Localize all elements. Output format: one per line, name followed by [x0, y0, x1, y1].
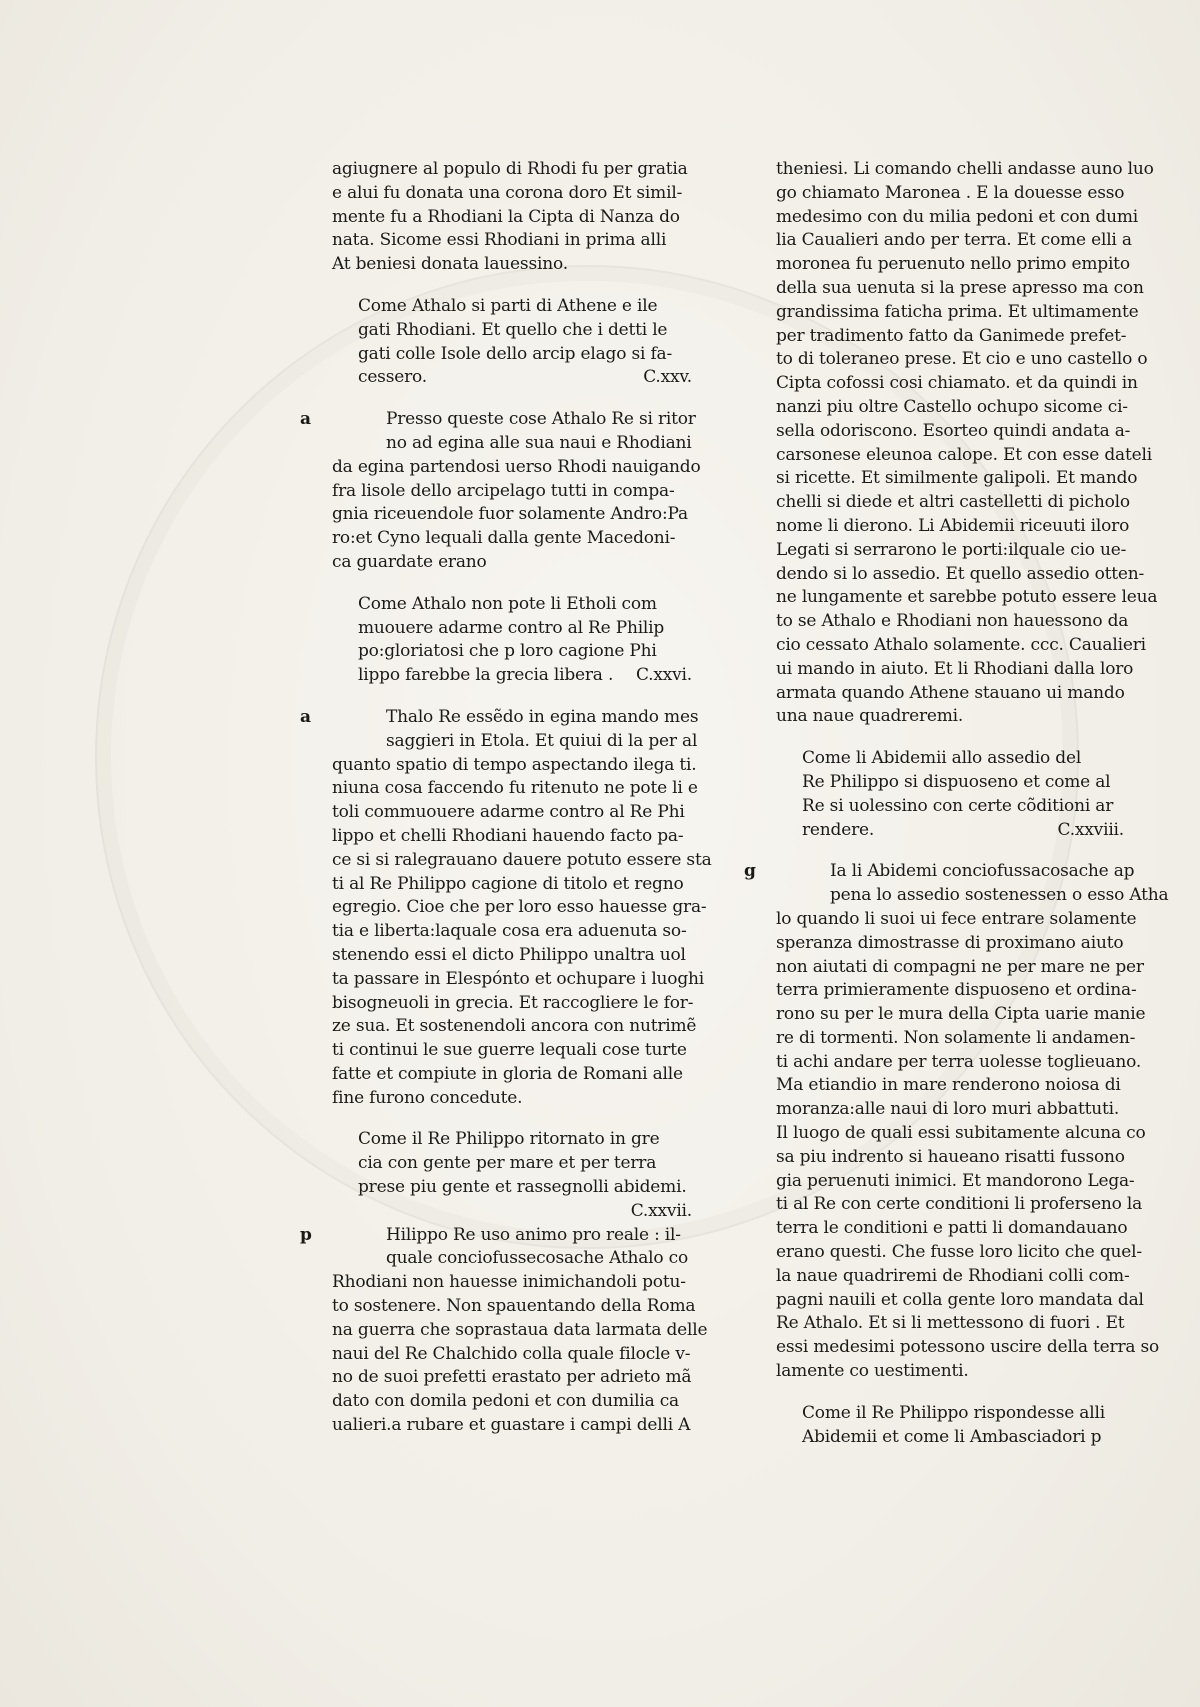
text-line: lo quando li suoi ui fece entrare solamente — [776, 908, 1137, 929]
heading-line: cia con gente per mare et per terra — [358, 1153, 657, 1174]
text-line: cio cessato Athalo solamente. ccc. Caualieri — [776, 634, 1146, 655]
heading-line: prese piu gente et rassegnolli abidemi. — [358, 1177, 687, 1198]
text-line: sa piu indrento si haueano risatti fussono — [776, 1146, 1125, 1167]
text-line: lia Caualieri ando per terra. Et come elli a — [776, 230, 1132, 251]
text-line: ne lungamente et sarebbe potuto essere leua — [776, 587, 1158, 608]
right-column — [744, 158, 1169, 1449]
text-line: terra primieramente dispuoseno et ordina- — [776, 980, 1137, 1001]
text-line: ze sua. Et sostenendoli ancora con nutrimẽ — [332, 1016, 697, 1037]
text-line: Re Athalo. Et si li mettessono di fuori . Et — [776, 1313, 1125, 1334]
text-line: saggieri in Etola. Et quiui di la per al — [386, 730, 698, 751]
text-line: grandissima faticha prima. Et ultimamente — [776, 301, 1139, 322]
text-line: speranza dimostrasse di proximano aiuto — [776, 932, 1124, 953]
text-line: della sua uenuta si la prese apresso ma con — [776, 277, 1144, 298]
text-line: medesimo con du milia pedoni et con dumi — [776, 206, 1138, 227]
heading-line: gati colle Isole dello arcip elago si fa- — [358, 343, 673, 364]
text-line: ualieri.a rubare et guastare i campi delli A — [332, 1415, 691, 1436]
text-line: quale conciofussecosache Athalo co — [386, 1248, 688, 1269]
text-line: naui del Re Chalchido colla quale filocle v- — [332, 1343, 691, 1364]
guide-letter: a — [300, 409, 311, 430]
paragraph-chapter-xxviii — [744, 860, 1169, 1384]
heading-line: Come Athalo non pote li Etholi com — [358, 593, 657, 614]
text-line: nome li dierono. Li Abidemii riceuuti iloro — [776, 515, 1130, 536]
text-line: to di toleraneo prese. Et cio e uno castello o — [776, 349, 1148, 370]
text-line: dato con domila pedoni et con dumilia ca — [332, 1391, 679, 1412]
text-line: ce si si ralegrauano dauere potuto essere sta — [332, 849, 712, 870]
text-line: Ma etiandio in mare renderono noiosa di — [776, 1075, 1121, 1096]
text-line: una naue quadreremi. — [776, 706, 964, 727]
text-line: egregio. Cioe che per loro esso hauesse gra- — [332, 897, 707, 918]
heading-line: Come Athalo si parti di Athene e ile — [358, 295, 658, 316]
text-line: lamente co uestimenti. — [776, 1361, 969, 1382]
chapter-heading-xxvii — [332, 1128, 692, 1223]
text-line: erano questi. Che fusse loro licito che quel- — [776, 1242, 1142, 1263]
text-line: fine furono concedute. — [332, 1087, 523, 1108]
guide-letter: a — [300, 706, 311, 727]
text-line: carsonese eleunoa calope. Et con esse dateli — [776, 444, 1152, 465]
text-line: nanzi piu oltre Castello ochupo sicome ci- — [776, 396, 1128, 417]
text-line: da egina partendosi uerso Rhodi nauigando — [332, 456, 701, 477]
text-line: go chiamato Maronea . E la douesse esso — [776, 182, 1125, 203]
text-line: lippo et chelli Rhodiani hauendo facto pa- — [332, 825, 684, 846]
text-line: Presso queste cose Athalo Re si ritor — [386, 409, 696, 430]
text-line: to sostenere. Non spauentando della Roma — [332, 1296, 696, 1317]
text-line: essi medesimi potessono uscire della terra so — [776, 1337, 1160, 1358]
heading-line: Re si uolessino con certe cõditioni ar — [802, 795, 1114, 816]
text-line: si ricette. Et similmente galipoli. Et mando — [776, 468, 1138, 489]
text-line: rono su per le mura della Cipta uarie manie — [776, 1004, 1146, 1025]
text-line: moronea fu peruenuto nello primo empito — [776, 254, 1130, 275]
heading-line: gati Rhodiani. Et quello che i detti le — [358, 319, 668, 340]
paragraph-chapter-xxvi — [300, 706, 712, 1111]
text-line: ti al Re Philippo cagione di titolo et regno — [332, 873, 684, 894]
heading-line: Come li Abidemii allo assedio del — [802, 748, 1082, 769]
guide-letter: g — [744, 861, 756, 882]
chapter-number: C.xxvi. — [635, 665, 692, 686]
text-line: nata. Sicome essi Rhodiani in prima alli — [332, 230, 667, 251]
paragraph-opening — [332, 158, 692, 277]
text-line: gia peruenuti inimici. Et mandorono Lega- — [776, 1170, 1135, 1191]
heading-line: muouere adarme contro al Re Philip — [358, 617, 665, 638]
heading-line: rendere. — [802, 819, 875, 840]
text-line: Cipta cofossi cosi chiamato. et da quindi in — [776, 373, 1138, 394]
text-line: toli commuouere adarme contro al Re Phi — [332, 802, 685, 823]
text-line: Legati si serrarono le porti:ilquale cio ue- — [776, 539, 1127, 560]
text-line: stenendo essi el dicto Philippo unaltra uol — [332, 944, 686, 965]
heading-line: cessero. — [358, 367, 427, 388]
text-line: no de suoi prefetti erastato per adrieto mã — [332, 1367, 692, 1388]
guide-letter: p — [300, 1224, 312, 1245]
text-line: theniesi. Li comando chelli andasse auno luo — [776, 159, 1154, 179]
text-line: ca guardate erano — [332, 551, 487, 572]
text-line: ui mando in aiuto. Et li Rhodiani dalla loro — [776, 658, 1134, 679]
text-line: pena lo assedio sostenessen o esso Atha — [830, 885, 1169, 906]
text-line: terra le conditioni e patti li domandauano — [776, 1218, 1128, 1239]
text-line: non aiutati di compagni ne per mare ne per — [776, 956, 1144, 977]
text-line: niuna cosa faccendo fu ritenuto ne pote li e — [332, 778, 698, 799]
text-line: ti achi andare per terra uolesse toglieuano. — [776, 1051, 1142, 1072]
text-line: fra lisole dello arcipelago tutti in compa- — [332, 480, 675, 501]
text-line: Thalo Re essẽdo in egina mando mes — [386, 706, 699, 727]
text-line: ti continui le sue guerre lequali cose turte — [332, 1040, 687, 1061]
text-line: ti al Re con certe conditioni li proferseno la — [776, 1194, 1143, 1215]
text-line: re di tormenti. Non solamente li andamen- — [776, 1027, 1136, 1048]
paragraph-continued — [776, 158, 1158, 729]
text-line: chelli si diede et altri castelletti di picholo — [776, 492, 1130, 513]
heading-line: Come il Re Philippo ritornato in gre — [358, 1129, 660, 1150]
text-line: per tradimento fatto da Ganimede prefet- — [776, 325, 1127, 346]
text-line: ta passare in Elespónto et ochupare i luoghi — [332, 968, 705, 989]
chapter-heading-xxix — [776, 1402, 1124, 1450]
text-line: fatte et compiute in gloria de Romani alle — [332, 1063, 683, 1084]
text-line: quanto spatio di tempo aspectando ilega ti. — [332, 754, 697, 775]
heading-line: Re Philippo si dispuoseno et come al — [802, 771, 1111, 792]
text-line: bisogneuoli in grecia. Et raccogliere le for- — [332, 992, 694, 1013]
paragraph-chapter-xxvii — [300, 1224, 708, 1438]
text-line: mente fu a Rhodiani la Cipta di Nanza do — [332, 206, 680, 227]
text-line: no ad egina alle sua naui e Rhodiani — [386, 432, 692, 453]
text-line: e alui fu donata una corona doro Et simil- — [332, 182, 683, 203]
paragraph-chapter-xxv — [300, 408, 701, 575]
chapter-number: C.xxv. — [643, 367, 692, 388]
chapter-heading-xxvi — [332, 593, 692, 688]
text-line: Rhodiani non hauesse inimichandoli potu- — [332, 1272, 686, 1293]
text-line: armata quando Athene stauano ui mando — [776, 682, 1125, 703]
text-line: agiugnere al populo di Rhodi fu per gratia — [332, 159, 688, 179]
left-column — [300, 158, 712, 1438]
text-line: Il luogo de quali essi subitamente alcuna co — [776, 1123, 1146, 1144]
text-line: na guerra che soprastaua data larmata delle — [332, 1319, 708, 1340]
chapter-heading-xxviii — [776, 747, 1124, 842]
text-line: ro:et Cyno lequali dalla gente Macedoni- — [332, 528, 676, 549]
chapter-number: C.xxviii. — [1057, 819, 1124, 840]
heading-line: po:gloriatosi che p loro cagione Phi — [358, 641, 657, 662]
text-line: dendo si lo assedio. Et quello assedio otten- — [776, 563, 1145, 584]
heading-line: Come il Re Philippo rispondesse alli — [802, 1402, 1105, 1423]
text-line: la naue quadriremi de Rhodiani colli com- — [776, 1265, 1130, 1286]
heading-line: lippo farebbe la grecia libera . — [358, 665, 614, 686]
text-line: pagni nauili et colla gente loro mandata dal — [776, 1289, 1144, 1310]
text-line: gnia riceuendole fuor solamente Andro:Pa — [332, 504, 688, 525]
text-line: moranza:alle naui di loro muri abbattuti. — [776, 1099, 1120, 1120]
text-line: to se Athalo e Rhodiani non hauessono da — [776, 611, 1129, 632]
heading-line: Abidemii et come li Ambasciadori p — [802, 1426, 1102, 1447]
text-line: tia e liberta:laquale cosa era aduenuta so- — [332, 921, 687, 942]
text-line: sella odoriscono. Esorteo quindi andata a- — [776, 420, 1131, 441]
text-line: Ia li Abidemi conciofussacosache ap — [830, 861, 1135, 882]
text-line: At beniesi donata lauessino. — [332, 254, 568, 275]
chapter-number: C.xxvii. — [630, 1200, 692, 1221]
text-line: Hilippo Re uso animo pro reale : il- — [386, 1224, 681, 1245]
chapter-heading-xxv — [332, 295, 692, 390]
